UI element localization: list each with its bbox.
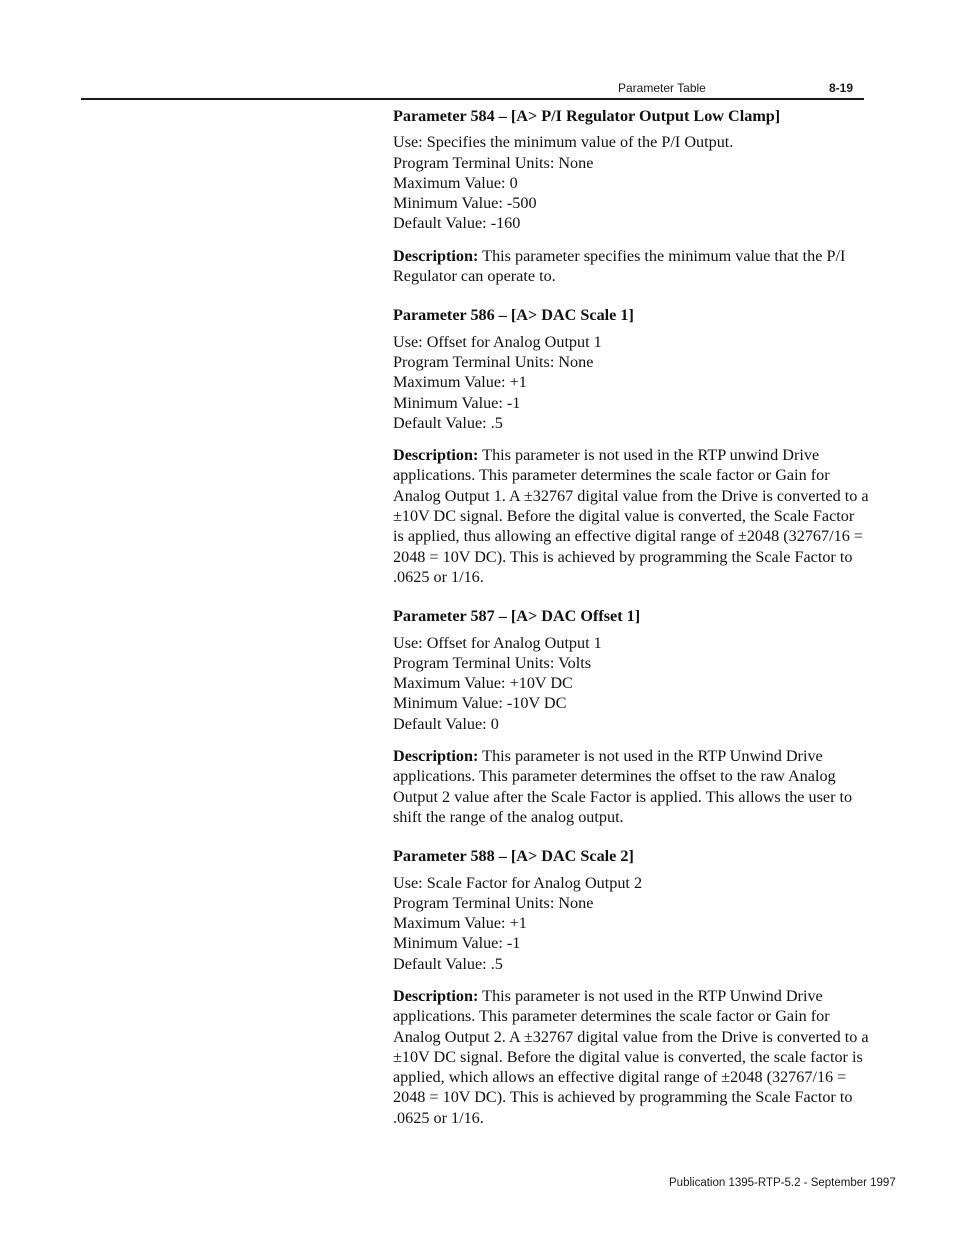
parameter-specs xyxy=(393,633,869,734)
description-text: This parameter specifies the minimum value that the P/I Regulator can operate to. xyxy=(393,246,846,286)
parameter-description xyxy=(393,746,869,827)
use-line: Use: Specifies the minimum value of the P/I Output. xyxy=(393,133,734,152)
use-line: Use: Offset for Analog Output 1 xyxy=(393,332,602,351)
min-value-line: Minimum Value: -1 xyxy=(393,393,521,412)
default-value-line: Default Value: .5 xyxy=(393,413,503,432)
parameter-list xyxy=(393,106,869,1128)
parameter-title: Parameter 588 – [A> DAC Scale 2] xyxy=(393,847,634,866)
default-value-line: Default Value: 0 xyxy=(393,714,499,733)
default-value-line: Default Value: .5 xyxy=(393,954,503,973)
default-value-line: Default Value: -160 xyxy=(393,214,521,233)
max-value-line: Maximum Value: +1 xyxy=(393,914,527,933)
parameter-588 xyxy=(393,846,869,1128)
parameter-description xyxy=(393,445,869,587)
use-line: Use: Scale Factor for Analog Output 2 xyxy=(393,873,643,892)
parameter-description xyxy=(393,986,869,1128)
parameter-586 xyxy=(393,305,869,587)
parameter-587 xyxy=(393,606,869,827)
header-divider xyxy=(81,98,864,100)
description-text: This parameter is not used in the RTP unwind Drive applications. This parameter determines the scale factor or Gain for Analog Output 1. A ±32767 digital value from the Drive is converted to a ±10V DC signal. Before the digital value is converted, the Scale Factor is applied, thus allowing an effective digital range of ±2048 (32767/16 = 2048 = 10V DC). This is achieved by programming the Scale Factor to .0625 or 1/16. xyxy=(393,446,869,586)
max-value-line: Maximum Value: +10V DC xyxy=(393,674,573,693)
description-text: This parameter is not used in the RTP Unwind Drive applications. This parameter determines the offset to the raw Analog Output 2 value after the Scale Factor is applied. This allows the user to shift the range of the analog output. xyxy=(393,747,853,826)
parameter-specs xyxy=(393,132,869,233)
parameter-title: Parameter 586 – [A> DAC Scale 1] xyxy=(393,306,634,325)
units-line: Program Terminal Units: Volts xyxy=(393,653,592,672)
description-label: Description: xyxy=(393,986,479,1005)
description-text: This parameter is not used in the RTP Unwind Drive applications. This parameter determines the scale factor or Gain for Analog Output 2. A ±32767 digital value from the Drive is converted to a ±10V DC signal. Before the digital value is converted, the scale factor is applied, which allows an effective digital range of ±2048 (32767/16 = 2048 = 10V DC). This is achieved by programming the Scale Factor to .0625 or 1/16. xyxy=(393,986,869,1127)
units-line: Program Terminal Units: None xyxy=(393,153,594,172)
description-label: Description: xyxy=(393,246,479,265)
min-value-line: Minimum Value: -1 xyxy=(393,934,521,953)
parameter-584 xyxy=(393,106,869,286)
description-label: Description: xyxy=(393,446,479,465)
parameter-specs xyxy=(393,332,869,433)
description-label: Description: xyxy=(393,747,479,766)
running-header-section: Parameter Table xyxy=(618,81,706,95)
parameter-title: Parameter 584 – [A> P/I Regulator Output Low Clamp] xyxy=(393,107,781,125)
parameter-description xyxy=(393,246,869,287)
min-value-line: Minimum Value: -10V DC xyxy=(393,694,567,713)
page-number: 8-19 xyxy=(829,81,854,95)
publication-footer: Publication 1395-RTP-5.2 - September 1997 xyxy=(669,1177,896,1189)
max-value-line: Maximum Value: 0 xyxy=(393,173,518,192)
min-value-line: Minimum Value: -500 xyxy=(393,194,537,213)
parameter-title: Parameter 587 – [A> DAC Offset 1] xyxy=(393,607,641,626)
units-line: Program Terminal Units: None xyxy=(393,893,594,912)
max-value-line: Maximum Value: +1 xyxy=(393,373,527,392)
use-line: Use: Offset for Analog Output 1 xyxy=(393,633,602,652)
parameter-specs xyxy=(393,873,869,974)
units-line: Program Terminal Units: None xyxy=(393,352,594,371)
